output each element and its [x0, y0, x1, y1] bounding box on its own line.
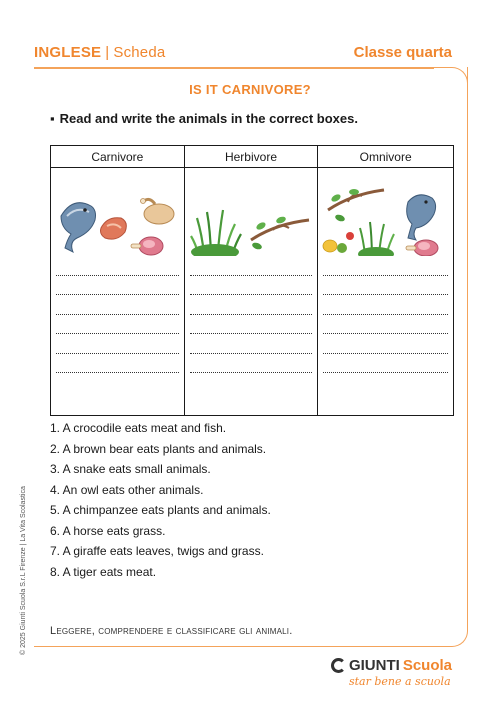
subject-label: INGLESE: [34, 44, 102, 61]
copyright-notice: © 2025 Giunti Scuola S.r.L Firenze | La Vita Scolastica: [20, 486, 27, 655]
column-header-carnivore: Carnivore: [51, 146, 185, 168]
instruction-text: Read and write the animals in the correct boxes.: [59, 111, 358, 126]
worksheet-title: IS IT CARNIVORE?: [189, 82, 311, 97]
column-header-herbivore: Herbivore: [184, 146, 318, 168]
sentence-item: 6. A horse eats grass.: [50, 523, 166, 538]
answer-line[interactable]: [56, 334, 179, 354]
logo-brand-a: GIUNTI: [348, 657, 400, 674]
logo-g-icon: [331, 658, 346, 673]
answer-line[interactable]: [323, 276, 448, 296]
instruction-bullet: ▪: [50, 111, 55, 126]
classification-table: [50, 145, 454, 416]
sentence-item: 2. A brown bear eats plants and animals.: [50, 441, 267, 456]
answer-line[interactable]: [56, 276, 179, 296]
answer-line[interactable]: [56, 315, 179, 335]
sentences-list: [50, 418, 271, 582]
header-separator: |: [105, 44, 110, 61]
carnivore-answer-lines[interactable]: [51, 256, 184, 373]
answer-line[interactable]: [56, 295, 179, 315]
omnivore-answer-lines[interactable]: [318, 256, 453, 373]
answer-line[interactable]: [323, 295, 448, 315]
omnivore-pictures: [318, 168, 453, 256]
logo-brand-b: Scuola: [402, 657, 452, 674]
answer-line[interactable]: [190, 276, 313, 296]
herbivore-cell: [184, 168, 318, 416]
answer-line[interactable]: [190, 354, 313, 374]
ham-icon: [406, 240, 438, 256]
column-header-omnivore: Omnivore: [318, 146, 454, 168]
herbivore-pictures: [185, 168, 318, 256]
chicken-icon: [141, 199, 175, 225]
ham-icon: [131, 237, 163, 255]
herbivore-answer-lines[interactable]: [185, 256, 318, 373]
section-label: Scheda: [113, 44, 166, 61]
sentence-item: 4. An owl eats other animals.: [50, 482, 204, 497]
answer-line[interactable]: [56, 354, 179, 374]
carnivore-pictures: [51, 168, 184, 256]
answer-line[interactable]: [190, 256, 313, 276]
answer-line[interactable]: [56, 256, 179, 276]
meat-icon: [101, 218, 127, 239]
grass-icon: [191, 210, 241, 256]
fruit-icon: [323, 232, 354, 253]
answer-line[interactable]: [323, 334, 448, 354]
fish-icon: [407, 195, 436, 240]
answer-line[interactable]: [190, 315, 313, 335]
publisher-logo: [331, 657, 452, 688]
twig-icon: [328, 189, 384, 223]
omnivore-cell: [318, 168, 454, 416]
answer-line[interactable]: [323, 256, 448, 276]
fish-icon: [61, 203, 96, 252]
grass-icon: [358, 222, 394, 256]
sentence-item: 7. A giraffe eats leaves, twigs and grass.: [50, 544, 264, 558]
sentence-item: 3. A snake eats small animals.: [50, 462, 211, 476]
header-subject: [34, 44, 165, 61]
learning-objective: Leggere, comprendere e classificare gli animali.: [50, 625, 293, 637]
answer-line[interactable]: [190, 334, 313, 354]
answer-line[interactable]: [190, 295, 313, 315]
logo-tagline: star bene a scuola: [348, 675, 451, 688]
answer-line[interactable]: [323, 354, 448, 374]
twig-icon: [251, 215, 309, 250]
instruction: [50, 111, 358, 126]
sentence-item: 8. A tiger eats meat.: [50, 564, 157, 579]
answer-line[interactable]: [323, 315, 448, 335]
logo-brand: [331, 657, 452, 674]
grade-label: Classe quarta: [353, 44, 452, 61]
sentence-item: 5. A chimpanzee eats plants and animals.: [50, 503, 271, 517]
sentence-item: 1. A crocodile eats meat and fish.: [50, 421, 227, 435]
carnivore-cell: [51, 168, 185, 416]
